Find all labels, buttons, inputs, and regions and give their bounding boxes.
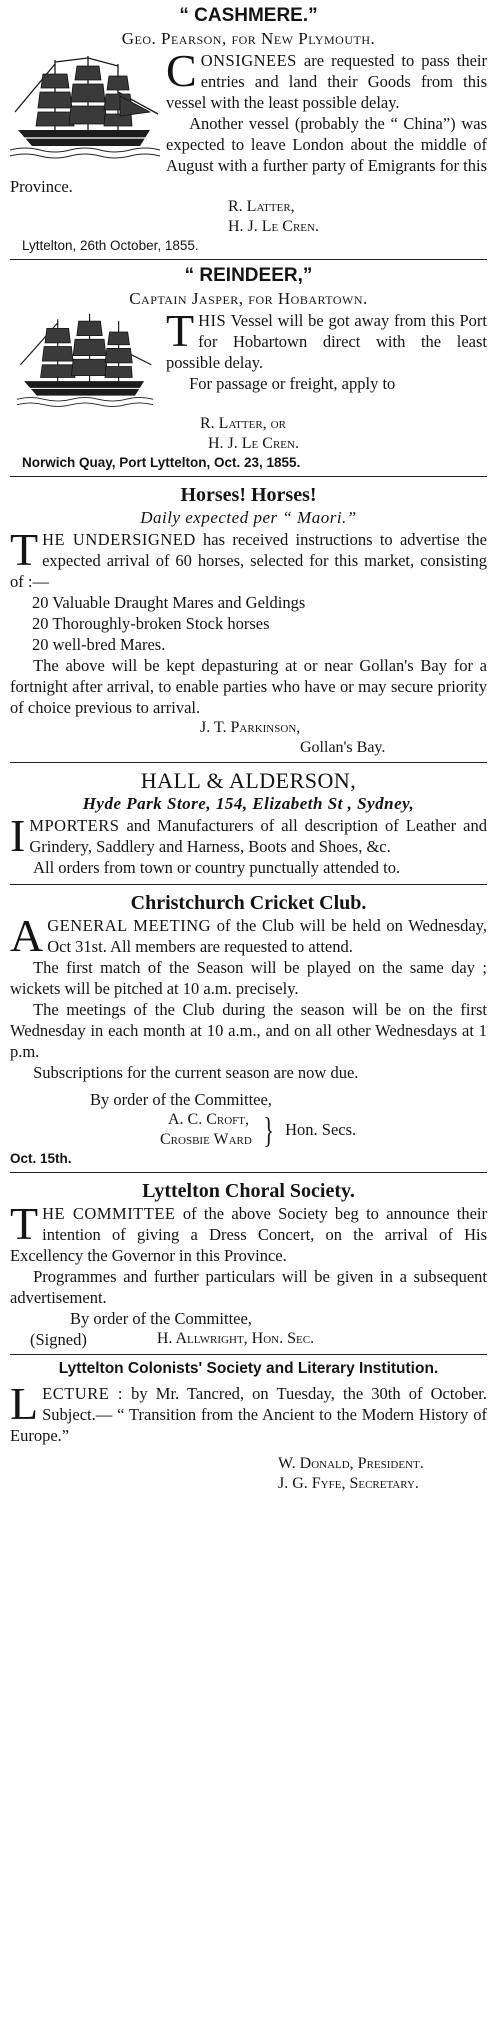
ad-body-3: The meetings of the Club during the season will be on the first Wednesday in each month at 10 a.m., and on all other Wednesdays at 1 p.m. [10,1000,487,1061]
signature-2: Gollan's Bay. [300,739,386,756]
drop-cap: L [10,1378,39,1429]
ad-title: “ REINDEER,” [184,265,313,286]
drop-cap: A [10,910,44,961]
signature-2: J. G. Fyfe, Secretary. [278,1475,419,1492]
dateline: Oct. 15th. [10,1151,72,1166]
ad-body-2: All orders from town or country punctually attended to. [33,858,401,877]
ad-body-2: The first match of the Season will be played on the same day ; wickets will be pitched at 10 a.m. precisely. [10,958,487,998]
body-text: and Manufacturers of all description of Leather and Grindery, Saddlery and Harness, Boots and Shoes, &c. [29,816,487,856]
ad-body-4: Subscriptions for the current season are now due. [33,1063,359,1082]
list-item: 20 Thoroughly-broken Stock horses [32,614,270,633]
drop-cap: I [10,810,26,861]
dateline: Norwich Quay, Port Lyttelton, Oct. 23, 1855. [22,455,301,470]
ad-body-1 [10,910,487,961]
secretaries [160,1110,252,1150]
ad-cricket-club [10,885,487,1172]
ad-reindeer [10,260,487,476]
order-line: By order of the Committee, [90,1090,272,1109]
ad-body-2: Programmes and further particulars will be given in a subsequent advertisement. [10,1267,487,1307]
ad-subtitle: Geo. Pearson, for New Plymouth. [121,29,376,48]
ad-body-1 [10,810,487,861]
ad-body-1 [10,1198,488,1266]
hon-secs-block [10,1110,487,1150]
drop-cap: T [10,1198,39,1249]
drop-cap: C [166,45,197,96]
ad-title: HALL & ALDERSON, [140,768,357,793]
signature-2: H. J. Le Cren. [208,435,299,452]
lead-word: HE COMMITTEE [42,1204,176,1223]
body-text: of the Club will be held on Wednesday, Oct 31st. All members are requested to attend. [47,916,487,956]
brace: } [263,1110,274,1150]
lead-word: MPORTERS [29,816,120,835]
ad-title: “ CASHMERE.” [179,5,318,26]
sailing-ship-icon [10,52,160,162]
body-text: by Mr. Tancred, on Tuesday, the 30th of October. Subject.— “ Transition from the Ancient to the Modern History of Europe.” [10,1384,488,1445]
order-line: By order of the Committee, [70,1309,252,1328]
hon-secs-label: Hon. Secs. [285,1120,357,1139]
ad-subtitle: Captain Jasper, for Hobartown. [129,289,368,308]
ad-title: Christchurch Cricket Club. [130,892,367,914]
lead-word: GENERAL MEETING [47,916,212,935]
ad-title: Lyttelton Choral Society. [142,1180,355,1202]
ad-horses [10,477,487,762]
ad-body-2: For passage or freight, apply to [189,374,396,393]
signature-1: J. T. Parkinson, [200,719,301,736]
signature-1: W. Donald, President. [278,1455,424,1472]
list-item: 20 Valuable Draught Mares and Geldings [32,593,306,612]
signed-line [10,1329,487,1354]
body-text: Vessel will be got away from this Port for Hobartown direct with the least possible delay. [166,311,487,372]
ad-title: Horses! Horses! [180,484,317,506]
drop-cap: T [10,524,39,575]
lead-word: ONSIGNEES [200,51,297,70]
ad-choral-society [10,1173,487,1354]
ad-subtitle: Daily expected per “ Maori.” [140,508,357,527]
signature-2: H. J. Le Cren. [228,218,319,235]
signature-1: R. Latter, or [200,415,286,432]
lead-word: HE UNDERSIGNED [42,530,196,549]
signed-label: (Signed) [30,1330,87,1349]
ad-body-2: The above will be kept depasturing at or near Gollan's Bay for a fortnight after arrival, to enable parties who have or may secure priority of choice previous to arrival. [10,656,487,717]
ad-hall-alderson [10,763,487,884]
ad-subtitle: Hyde Park Store, 154, Elizabeth St , Sydney, [82,794,415,813]
secretary-2: Crosbie Ward [160,1131,252,1148]
lead-word: ECTURE : [42,1384,123,1403]
dateline: Lyttelton, 26th October, 1855. [22,238,199,253]
signature: H. Allwright, Hon. Sec. [156,1330,315,1347]
signature-1: R. Latter, [228,198,295,215]
sailing-ship-icon [10,312,160,412]
body-text: of the above Society beg to announce their intention of giving a Dress Concert, on the arrival of His Excellency the Governor in this Province. [10,1204,488,1265]
drop-cap: T [166,305,195,356]
secretary-1: A. C. Croft, [168,1111,250,1128]
ad-lecture [10,1355,487,1494]
ad-body-2: Another vessel (probably the “ China”) was expected to leave London about the middle of August with a further party of Emigrants for this Province. [10,114,487,196]
list-item: 20 well-bred Mares. [32,635,166,654]
ad-title: Lyttelton Colonists' Society and Literary Institution. [58,1360,439,1377]
ad-cashmere [10,0,487,259]
lead-word: HIS [198,311,227,330]
body-text: are requested to pass their entries and land their Goods from this vessel with the least possible delay. [166,51,487,112]
ad-body-1 [10,1378,488,1446]
ad-body-1 [10,524,487,592]
body-text: has received instructions to advertise the expected arrival of 60 horses, selected for this market, consisting of :— [10,530,487,591]
